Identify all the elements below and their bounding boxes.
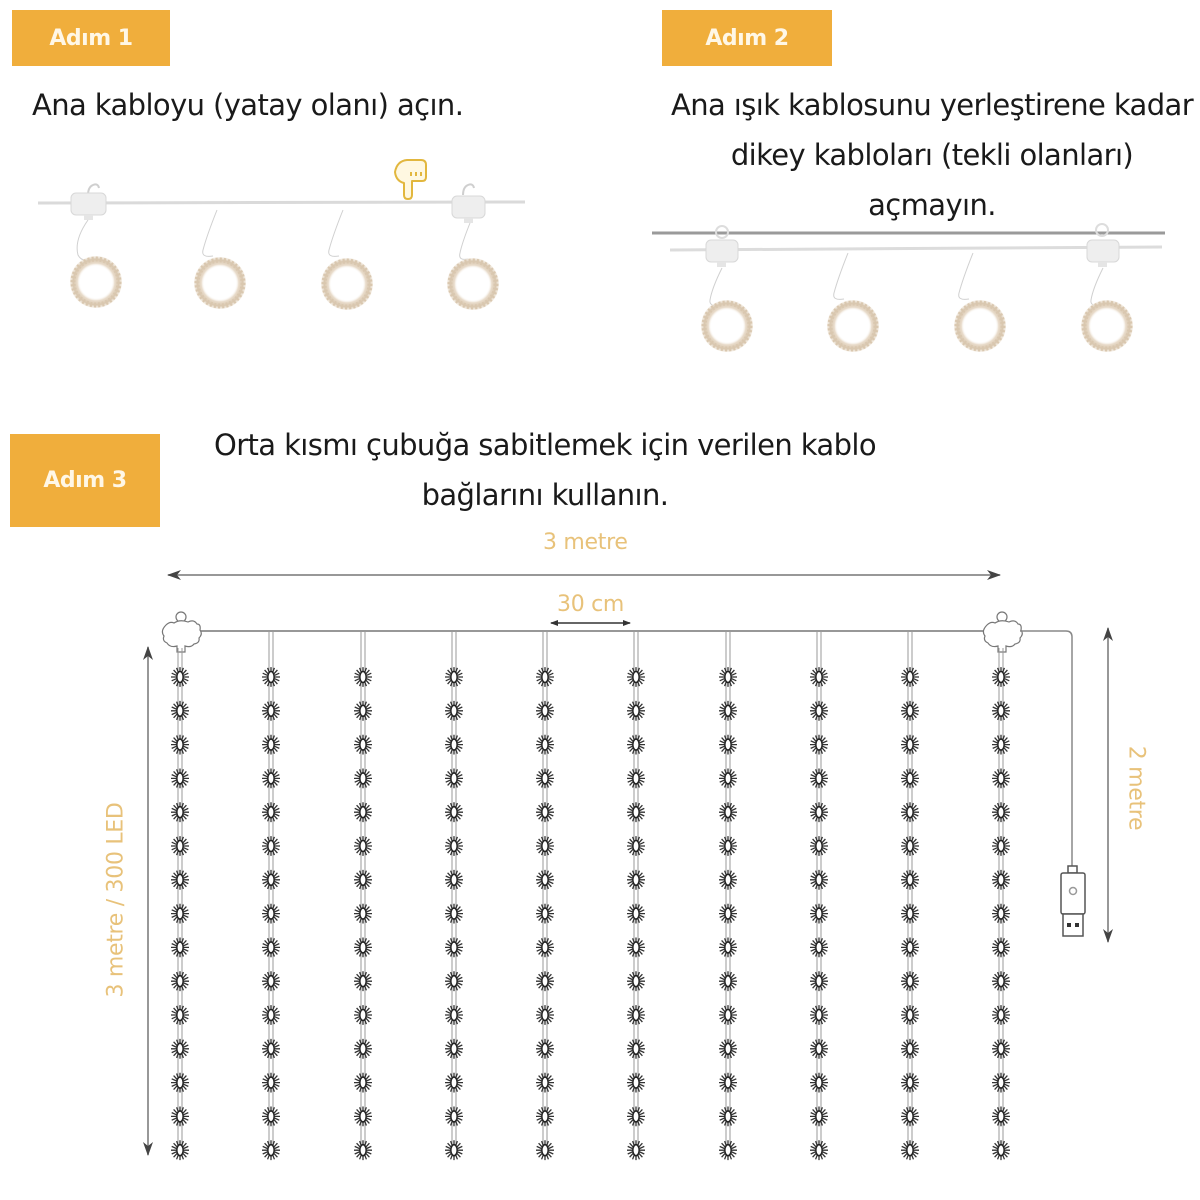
led-bulb-icon (354, 1005, 372, 1025)
led-bulb-icon (627, 904, 645, 924)
led-bulb-icon (901, 870, 919, 890)
step-3-badge: Adım 3 (10, 434, 160, 527)
led-bulb-icon (262, 870, 280, 890)
led-bulb-icon (627, 938, 645, 958)
led-bulb-icon (810, 769, 828, 789)
led-bulb-icon (536, 735, 554, 755)
led-bulb-icon (262, 938, 280, 958)
led-strand (627, 631, 645, 1160)
led-bulb-icon (901, 802, 919, 822)
step-3-instruction-line-2: bağlarını kullanın. (421, 478, 669, 512)
led-bulb-icon (627, 971, 645, 991)
led-bulb-icon (536, 1140, 554, 1160)
led-bulb-icon (171, 1005, 189, 1025)
led-strands (171, 631, 1010, 1160)
led-bulb-icon (719, 769, 737, 789)
led-bulb-icon (262, 735, 280, 755)
led-bulb-icon (627, 1073, 645, 1093)
led-bulb-icon (445, 971, 463, 991)
led-bulb-icon (719, 971, 737, 991)
led-bulb-icon (627, 769, 645, 789)
led-bulb-icon (901, 735, 919, 755)
led-bulb-icon (171, 836, 189, 856)
led-bulb-icon (627, 802, 645, 822)
led-bulb-icon (171, 701, 189, 721)
led-bulb-icon (171, 802, 189, 822)
spacing-label: 30 cm (557, 592, 625, 617)
led-bulb-icon (354, 1073, 372, 1093)
led-bulb-icon (262, 1073, 280, 1093)
led-bulb-icon (262, 904, 280, 924)
led-strand (810, 631, 828, 1160)
led-bulb-icon (171, 971, 189, 991)
led-bulb-icon (901, 701, 919, 721)
led-bulb-icon (536, 836, 554, 856)
step-2-badge: Adım 2 (662, 10, 832, 66)
usb-power-cable (1020, 631, 1072, 868)
led-bulb-icon (262, 1005, 280, 1025)
hook-connector-right (983, 612, 1022, 652)
led-bulb-icon (627, 1140, 645, 1160)
led-bulb-icon (354, 971, 372, 991)
led-bulb-icon (992, 836, 1010, 856)
led-bulb-icon (992, 735, 1010, 755)
led-bulb-icon (354, 701, 372, 721)
led-bulb-icon (354, 1107, 372, 1127)
led-bulb-icon (901, 938, 919, 958)
led-bulb-icon (262, 836, 280, 856)
led-bulb-icon (901, 971, 919, 991)
led-bulb-icon (992, 1140, 1010, 1160)
led-bulb-icon (627, 667, 645, 687)
led-bulb-icon (719, 1073, 737, 1093)
led-bulb-icon (627, 735, 645, 755)
led-bulb-icon (354, 802, 372, 822)
led-bulb-icon (627, 1039, 645, 1059)
led-bulb-icon (719, 701, 737, 721)
led-bulb-icon (719, 836, 737, 856)
led-bulb-icon (810, 870, 828, 890)
led-bulb-icon (445, 769, 463, 789)
led-bulb-icon (810, 938, 828, 958)
led-bulb-icon (536, 938, 554, 958)
led-bulb-icon (719, 938, 737, 958)
led-bulb-icon (171, 735, 189, 755)
led-bulb-icon (354, 1140, 372, 1160)
led-bulb-icon (171, 870, 189, 890)
hook-connector-left (162, 612, 201, 652)
led-bulb-icon (719, 904, 737, 924)
led-bulb-icon (992, 802, 1010, 822)
led-bulb-icon (992, 938, 1010, 958)
led-bulb-icon (262, 802, 280, 822)
led-bulb-icon (262, 971, 280, 991)
led-bulb-icon (445, 1073, 463, 1093)
led-bulb-icon (536, 802, 554, 822)
led-bulb-icon (536, 1107, 554, 1127)
led-bulb-icon (719, 1005, 737, 1025)
led-strand (992, 648, 1010, 1160)
led-bulb-icon (171, 904, 189, 924)
led-bulb-icon (992, 667, 1010, 687)
led-strand (536, 631, 554, 1160)
led-bulb-icon (536, 870, 554, 890)
led-strand (901, 631, 919, 1160)
led-bulb-icon (901, 836, 919, 856)
led-strand (354, 631, 372, 1160)
led-bulb-icon (354, 904, 372, 924)
width-label: 3 metre (543, 530, 628, 555)
led-bulb-icon (901, 769, 919, 789)
led-bulb-icon (354, 870, 372, 890)
led-bulb-icon (627, 1107, 645, 1127)
led-bulb-icon (445, 904, 463, 924)
led-bulb-icon (810, 1107, 828, 1127)
led-strand (262, 631, 280, 1160)
led-bulb-icon (901, 1107, 919, 1127)
led-bulb-icon (262, 1107, 280, 1127)
led-bulb-icon (445, 701, 463, 721)
led-bulb-icon (810, 1140, 828, 1160)
led-bulb-icon (354, 938, 372, 958)
led-bulb-icon (262, 667, 280, 687)
led-bulb-icon (810, 667, 828, 687)
led-bulb-icon (354, 667, 372, 687)
led-bulb-icon (171, 938, 189, 958)
led-bulb-icon (536, 904, 554, 924)
led-bulb-icon (719, 1039, 737, 1059)
led-bulb-icon (354, 769, 372, 789)
led-bulb-icon (627, 1005, 645, 1025)
led-bulb-icon (992, 1073, 1010, 1093)
led-bulb-icon (171, 1140, 189, 1160)
step-3-instruction-line-1: Orta kısmı çubuğa sabitlemek için verilen kablo (213, 428, 877, 462)
led-bulb-icon (810, 1039, 828, 1059)
led-bulb-icon (354, 1039, 372, 1059)
led-bulb-icon (627, 701, 645, 721)
led-bulb-icon (171, 1073, 189, 1093)
led-bulb-icon (810, 701, 828, 721)
led-bulb-icon (992, 870, 1010, 890)
led-bulb-icon (536, 701, 554, 721)
led-bulb-icon (992, 971, 1010, 991)
led-bulb-icon (445, 1039, 463, 1059)
led-bulb-icon (262, 701, 280, 721)
led-bulb-icon (901, 1140, 919, 1160)
led-bulb-icon (536, 1005, 554, 1025)
led-bulb-icon (536, 769, 554, 789)
led-bulb-icon (445, 802, 463, 822)
led-bulb-icon (445, 836, 463, 856)
led-bulb-icon (992, 1005, 1010, 1025)
led-bulb-icon (262, 1140, 280, 1160)
led-bulb-icon (445, 1107, 463, 1127)
led-bulb-icon (901, 667, 919, 687)
led-bulb-icon (810, 1073, 828, 1093)
led-bulb-icon (810, 1005, 828, 1025)
step-2-instruction-line-1: Ana ışık kablosunu yerleştirene kadar (670, 88, 1194, 122)
led-bulb-icon (719, 870, 737, 890)
led-bulb-icon (445, 870, 463, 890)
led-strand (719, 631, 737, 1160)
led-strand (171, 648, 189, 1160)
step-1-instruction-line: Ana kabloyu (yatay olanı) açın. (32, 88, 464, 122)
led-bulb-icon (992, 904, 1010, 924)
led-bulb-icon (901, 904, 919, 924)
led-bulb-icon (992, 1107, 1010, 1127)
led-bulb-icon (262, 769, 280, 789)
led-bulb-icon (354, 836, 372, 856)
led-bulb-icon (536, 971, 554, 991)
led-bulb-icon (536, 667, 554, 687)
led-bulb-icon (810, 971, 828, 991)
cable-length-label: 2 metre (1123, 745, 1149, 831)
led-bulb-icon (719, 667, 737, 687)
led-bulb-icon (992, 701, 1010, 721)
led-bulb-icon (810, 904, 828, 924)
led-strand (445, 631, 463, 1160)
led-bulb-icon (171, 667, 189, 687)
led-bulb-icon (719, 735, 737, 755)
led-bulb-icon (627, 836, 645, 856)
led-bulb-icon (992, 769, 1010, 789)
led-bulb-icon (810, 836, 828, 856)
led-bulb-icon (719, 1107, 737, 1127)
led-bulb-icon (445, 938, 463, 958)
step-1-badge: Adım 1 (12, 10, 170, 66)
led-bulb-icon (719, 802, 737, 822)
led-bulb-icon (171, 769, 189, 789)
led-bulb-icon (901, 1005, 919, 1025)
led-bulb-icon (901, 1073, 919, 1093)
led-bulb-icon (810, 802, 828, 822)
led-bulb-icon (445, 667, 463, 687)
led-bulb-icon (719, 1140, 737, 1160)
led-bulb-icon (627, 870, 645, 890)
led-bulb-icon (445, 735, 463, 755)
led-bulb-icon (536, 1073, 554, 1093)
led-bulb-icon (445, 1140, 463, 1160)
step-2-instruction-line-2: dikey kabloları (tekli olanları) açmayın. (730, 138, 1134, 222)
led-bulb-icon (171, 1039, 189, 1059)
led-bulb-icon (445, 1005, 463, 1025)
led-bulb-icon (536, 1039, 554, 1059)
usb-plug-icon (1061, 866, 1085, 936)
led-bulb-icon (262, 1039, 280, 1059)
led-bulb-icon (810, 735, 828, 755)
led-bulb-icon (171, 1107, 189, 1127)
led-bulb-icon (992, 1039, 1010, 1059)
led-bulb-icon (354, 735, 372, 755)
led-bulb-icon (901, 1039, 919, 1059)
height-label: 3 metre / 300 LED (103, 802, 129, 998)
